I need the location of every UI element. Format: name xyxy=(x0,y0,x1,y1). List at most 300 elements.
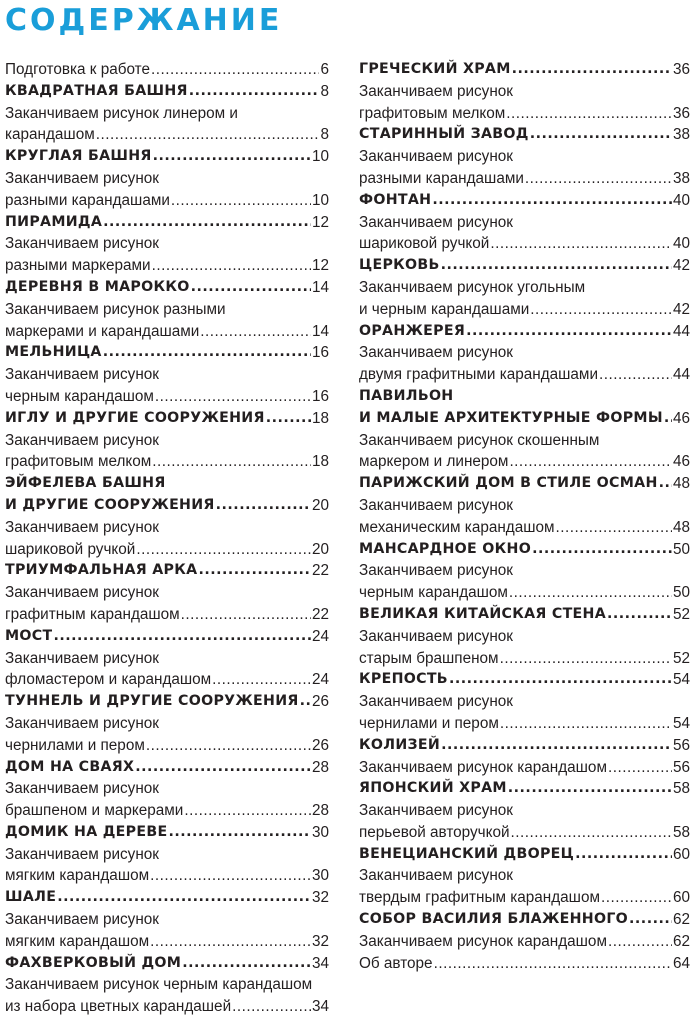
page-number: 42 xyxy=(672,257,690,275)
chapter-title: ДОМ НА СВАЯХ xyxy=(5,758,135,775)
section-title: Заканчиваем рисунок xyxy=(5,518,159,536)
page-number: 16 xyxy=(311,344,329,362)
page-number: 54 xyxy=(672,714,690,732)
toc-line xyxy=(359,757,690,779)
toc-section-entry xyxy=(359,626,690,670)
toc-chapter-entry xyxy=(5,822,329,844)
page-number: 38 xyxy=(672,169,690,187)
toc-line xyxy=(5,473,329,495)
section-title: Заканчиваем рисунок разными xyxy=(5,300,226,318)
chapter-title: ДЕРЕВНЯ В МАРОККО xyxy=(5,278,190,295)
toc-line xyxy=(359,321,690,343)
chapter-title: ВЕНЕЦИАНСКИЙ ДВОРЕЦ xyxy=(359,845,575,862)
section-title: разными карандашами xyxy=(359,169,524,187)
page-number: 48 xyxy=(672,518,690,536)
toc-line xyxy=(5,277,329,299)
dot-leader xyxy=(575,844,672,866)
page-number: 46 xyxy=(672,409,690,427)
page-number: 26 xyxy=(311,736,329,754)
toc-line xyxy=(5,364,329,386)
page-number: 28 xyxy=(311,802,329,820)
toc-line xyxy=(359,778,690,800)
section-title: Заканчиваем рисунок xyxy=(359,148,513,166)
toc-section-entry xyxy=(5,974,329,1018)
section-title: механическим карандашом xyxy=(359,518,555,536)
section-title: черным карандашом xyxy=(5,387,154,405)
chapter-title: ГРЕЧЕСКИЙ ХРАМ xyxy=(359,61,511,77)
page-number: 14 xyxy=(311,322,329,340)
section-title: Заканчиваем рисунок xyxy=(5,235,159,253)
chapter-title: КОЛИЗЕЙ xyxy=(359,736,441,753)
toc-section-entry xyxy=(359,342,690,386)
dot-leader xyxy=(103,212,311,234)
page-number: 48 xyxy=(672,475,690,493)
toc-line xyxy=(5,713,329,735)
toc-line xyxy=(5,408,329,430)
toc-line xyxy=(5,168,329,190)
page-number: 24 xyxy=(311,627,329,645)
page-number: 12 xyxy=(311,213,329,231)
page-number: 40 xyxy=(672,235,690,253)
toc-line xyxy=(359,212,690,234)
page-number: 18 xyxy=(311,409,329,427)
dot-leader xyxy=(506,103,672,125)
dot-leader xyxy=(490,233,672,255)
section-title: Заканчиваем рисунок xyxy=(5,845,159,863)
toc-chapter-entry xyxy=(359,124,690,146)
toc-section-entry xyxy=(359,953,690,975)
toc-line xyxy=(359,451,690,473)
toc-line xyxy=(359,430,690,452)
page-number: 44 xyxy=(672,322,690,340)
section-title: Заканчиваем рисунок xyxy=(359,802,513,820)
page-number: 40 xyxy=(672,191,690,209)
dot-leader xyxy=(659,473,672,495)
toc-left-column xyxy=(5,59,329,1018)
dot-leader xyxy=(530,299,672,321)
toc-right-column xyxy=(359,59,690,974)
dot-leader xyxy=(511,822,672,844)
page-number: 8 xyxy=(320,82,329,100)
section-title: разными карандашами xyxy=(5,191,170,209)
dot-leader xyxy=(500,713,672,735)
toc-section-entry xyxy=(5,364,329,408)
toc-line xyxy=(359,822,690,844)
section-title: Заканчиваем рисунок xyxy=(5,431,159,449)
section-title: маркером и линером xyxy=(359,453,509,471)
page-number: 14 xyxy=(311,278,329,296)
toc-line xyxy=(359,931,690,953)
dot-leader xyxy=(599,364,672,386)
dot-leader xyxy=(103,342,311,364)
dot-leader xyxy=(198,560,311,582)
toc-chapter-entry xyxy=(5,757,329,779)
dot-leader xyxy=(432,190,672,212)
toc-line xyxy=(5,103,329,125)
section-title: Об авторе xyxy=(359,954,433,972)
toc-line xyxy=(359,495,690,517)
dot-leader xyxy=(153,146,311,168)
toc-line xyxy=(359,626,690,648)
section-title: Заканчиваем рисунок карандашом xyxy=(359,932,607,950)
section-title: Заканчиваем рисунок xyxy=(5,169,159,187)
dot-leader xyxy=(136,539,311,561)
page-number: 58 xyxy=(672,823,690,841)
toc-chapter-entry xyxy=(359,909,690,931)
page-number: 52 xyxy=(672,649,690,667)
toc-section-entry xyxy=(5,713,329,757)
toc-line xyxy=(5,342,329,364)
dot-leader xyxy=(608,931,672,953)
chapter-title: МАНСАРДНОЕ ОКНО xyxy=(359,540,532,557)
toc-line xyxy=(359,103,690,125)
toc-line xyxy=(359,168,690,190)
toc-line xyxy=(5,604,329,626)
dot-leader xyxy=(191,277,311,299)
toc-chapter-entry xyxy=(5,953,329,975)
page-number: 32 xyxy=(311,889,329,907)
section-title: перьевой авторучкой xyxy=(359,823,510,841)
toc-chapter-entry xyxy=(359,778,690,800)
toc-chapter-entry xyxy=(5,81,329,103)
toc-chapter-entry xyxy=(359,735,690,757)
toc-line xyxy=(5,778,329,800)
toc-section-entry xyxy=(5,59,329,81)
toc-line xyxy=(359,735,690,757)
toc-line xyxy=(359,844,690,866)
page-number: 36 xyxy=(672,104,690,122)
toc-line xyxy=(5,648,329,670)
toc-line xyxy=(5,757,329,779)
toc-line xyxy=(359,539,690,561)
chapter-title: ОРАНЖЕРЕЯ xyxy=(359,322,466,339)
toc-line xyxy=(5,669,329,691)
dot-leader xyxy=(184,800,311,822)
section-title: маркерами и карандашами xyxy=(5,322,200,340)
chapter-title: ИГЛУ И ДРУГИЕ СООРУЖЕНИЯ xyxy=(5,409,265,426)
toc-line xyxy=(359,669,690,691)
dot-leader xyxy=(300,691,311,713)
page-number: 12 xyxy=(311,257,329,275)
dot-leader xyxy=(181,604,311,626)
dot-leader xyxy=(171,190,311,212)
toc-section-entry xyxy=(359,691,690,735)
chapter-title: ЦЕРКОВЬ xyxy=(359,257,440,274)
toc-line xyxy=(359,364,690,386)
toc-chapter-entry xyxy=(5,146,329,168)
toc-line xyxy=(359,713,690,735)
toc-chapter-entry xyxy=(359,669,690,691)
toc-line xyxy=(5,233,329,255)
section-title: шариковой ручкой xyxy=(5,540,136,558)
toc-chapter-entry xyxy=(359,321,690,343)
toc-line xyxy=(359,648,690,670)
section-title: Заканчиваем рисунок xyxy=(5,366,159,384)
toc-section-entry xyxy=(359,277,690,321)
page-number: 20 xyxy=(311,540,329,558)
section-title: графитным карандашом xyxy=(5,605,180,623)
dot-leader xyxy=(629,909,672,931)
page-number: 28 xyxy=(311,758,329,776)
section-title: Заканчиваем рисунок карандашом xyxy=(359,758,607,776)
toc-line xyxy=(5,822,329,844)
toc-section-entry xyxy=(359,800,690,844)
toc-line xyxy=(359,59,690,81)
toc-section-entry xyxy=(359,865,690,909)
chapter-title: ЯПОНСКИЙ ХРАМ xyxy=(359,780,507,797)
section-title: Заканчиваем рисунок xyxy=(5,911,159,929)
page-number: 62 xyxy=(672,932,690,950)
page-number: 46 xyxy=(672,453,690,471)
toc-chapter-entry xyxy=(5,473,329,517)
toc-line xyxy=(5,560,329,582)
section-title: Заканчиваем рисунок скошенным xyxy=(359,431,600,449)
toc-section-entry xyxy=(5,844,329,888)
dot-leader xyxy=(500,648,672,670)
toc-section-entry xyxy=(5,103,329,147)
toc-line xyxy=(359,604,690,626)
toc-chapter-entry xyxy=(359,604,690,626)
section-title: Заканчиваем рисунок xyxy=(359,344,513,362)
chapter-title: ДОМИК НА ДЕРЕВЕ xyxy=(5,823,168,840)
toc-line xyxy=(5,495,329,517)
chapter-title: КВАДРАТНАЯ БАШНЯ xyxy=(5,82,188,99)
section-title: графитовым мелком xyxy=(5,453,152,471)
page-number: 58 xyxy=(672,780,690,798)
section-title: Подготовка к работе xyxy=(5,61,150,78)
toc-line xyxy=(5,386,329,408)
toc-section-entry xyxy=(359,560,690,604)
page-number: 16 xyxy=(311,387,329,405)
toc-line xyxy=(359,691,690,713)
dot-leader xyxy=(53,626,311,648)
page-number: 42 xyxy=(672,300,690,318)
page-number: 22 xyxy=(311,605,329,623)
toc-section-entry xyxy=(359,212,690,256)
page-number: 44 xyxy=(672,366,690,384)
dot-leader xyxy=(152,451,311,473)
chapter-title: МЕЛЬНИЦА xyxy=(5,344,102,361)
page-number: 24 xyxy=(311,671,329,689)
section-title: твердым графитным карандашом xyxy=(359,889,600,907)
toc-line xyxy=(5,909,329,931)
toc-section-entry xyxy=(359,430,690,474)
toc-section-entry xyxy=(359,146,690,190)
toc-line xyxy=(359,124,690,146)
toc-chapter-entry xyxy=(5,408,329,430)
section-title: двумя графитными карандашами xyxy=(359,366,598,384)
toc-line xyxy=(5,517,329,539)
page-number: 8 xyxy=(320,126,329,144)
toc-line xyxy=(5,996,329,1018)
toc-line xyxy=(359,233,690,255)
dot-leader xyxy=(189,81,320,103)
toc-section-entry xyxy=(5,582,329,626)
section-title: мягким карандашом xyxy=(5,867,150,885)
dot-leader xyxy=(212,669,311,691)
dot-leader xyxy=(434,953,672,975)
dot-leader xyxy=(57,887,311,909)
section-title: Заканчиваем рисунок xyxy=(359,627,513,645)
page-number: 10 xyxy=(311,148,329,166)
dot-leader xyxy=(135,757,311,779)
dot-leader xyxy=(525,168,672,190)
toc-line xyxy=(5,212,329,234)
toc-line xyxy=(359,146,690,168)
toc-line xyxy=(5,735,329,757)
chapter-title: ШАЛЕ xyxy=(5,889,57,906)
dot-leader xyxy=(532,539,672,561)
section-title: Заканчиваем рисунок xyxy=(5,714,159,732)
page-number: 30 xyxy=(311,867,329,885)
dot-leader xyxy=(168,822,311,844)
toc-chapter-entry xyxy=(359,190,690,212)
toc-section-entry xyxy=(5,648,329,692)
chapter-title: ТУННЕЛЬ И ДРУГИЕ СООРУЖЕНИЯ xyxy=(5,693,299,710)
section-title: мягким карандашом xyxy=(5,932,150,950)
toc-chapter-entry xyxy=(5,887,329,909)
section-title: Заканчиваем рисунок угольным xyxy=(359,278,586,296)
chapter-title: ФОНТАН xyxy=(359,191,432,208)
toc-section-entry xyxy=(359,931,690,953)
toc-line xyxy=(359,582,690,604)
toc-line xyxy=(359,887,690,909)
toc-line xyxy=(359,517,690,539)
dot-leader xyxy=(466,321,672,343)
toc-line xyxy=(359,255,690,277)
toc-line xyxy=(5,626,329,648)
chapter-title: КРУГЛАЯ БАШНЯ xyxy=(5,148,152,165)
dot-leader xyxy=(556,517,672,539)
section-title: Заканчиваем рисунок xyxy=(359,213,513,231)
dot-leader xyxy=(155,386,311,408)
section-title: черным карандашом xyxy=(359,584,508,602)
page-number: 60 xyxy=(672,845,690,863)
page-number: 20 xyxy=(311,496,329,514)
page-number: 56 xyxy=(672,736,690,754)
section-title: шариковой ручкой xyxy=(359,235,490,253)
chapter-title: МОСТ xyxy=(5,627,53,644)
page-number: 34 xyxy=(311,954,329,972)
page-title: СОДЕРЖАНИЕ xyxy=(5,3,283,38)
dot-leader xyxy=(601,887,672,909)
section-title: Заканчиваем рисунок xyxy=(359,562,513,580)
chapter-title: КРЕПОСТЬ xyxy=(359,671,448,688)
toc-line xyxy=(359,277,690,299)
dot-leader xyxy=(96,124,320,146)
page-number: 18 xyxy=(311,453,329,471)
toc-line xyxy=(5,691,329,713)
section-title: разными маркерами xyxy=(5,257,151,275)
chapter-title: ВЕЛИКАЯ КИТАЙСКАЯ СТЕНА xyxy=(359,605,606,622)
toc-chapter-entry xyxy=(359,844,690,866)
section-title: Заканчиваем рисунок черным карандашом xyxy=(5,976,313,994)
toc-line xyxy=(5,124,329,146)
dot-leader xyxy=(216,495,311,517)
toc-line xyxy=(5,59,329,81)
section-title: Заканчиваем рисунок xyxy=(5,780,159,798)
toc-section-entry xyxy=(5,517,329,561)
page-number: 34 xyxy=(311,998,329,1016)
chapter-title: И МАЛЫЕ АРХИТЕКТУРНЫЕ ФОРМЫ xyxy=(359,409,663,426)
toc-chapter-entry xyxy=(5,212,329,234)
toc-line xyxy=(5,974,329,996)
dot-leader xyxy=(146,735,311,757)
dot-leader xyxy=(512,59,672,81)
section-title: Заканчиваем рисунок xyxy=(359,693,513,711)
dot-leader xyxy=(182,953,311,975)
toc-line xyxy=(5,451,329,473)
section-title: из набора цветных карандашей xyxy=(5,998,232,1016)
toc-line xyxy=(5,953,329,975)
chapter-title: ФАХВЕРКОВЫЙ ДОМ xyxy=(5,954,182,971)
toc-line xyxy=(359,953,690,975)
toc-section-entry xyxy=(5,778,329,822)
toc-line xyxy=(359,560,690,582)
section-title: брашпеном и маркерами xyxy=(5,802,184,820)
toc-section-entry xyxy=(5,909,329,953)
chapter-title: ТРИУМФАЛЬНАЯ АРКА xyxy=(5,562,198,579)
toc-chapter-entry xyxy=(5,691,329,713)
toc-line xyxy=(359,865,690,887)
toc-line xyxy=(359,800,690,822)
dot-leader xyxy=(150,931,311,953)
toc-chapter-entry xyxy=(5,342,329,364)
toc-section-entry xyxy=(359,495,690,539)
toc-chapter-entry xyxy=(359,59,690,81)
toc-line xyxy=(359,190,690,212)
dot-leader xyxy=(441,255,672,277)
section-title: чернилами и пером xyxy=(359,714,499,732)
toc-line xyxy=(5,844,329,866)
section-title: Заканчиваем рисунок линером и xyxy=(5,104,238,122)
toc-section-entry xyxy=(359,81,690,125)
page-number: 26 xyxy=(311,693,329,711)
dot-leader xyxy=(509,451,672,473)
chapter-title: И ДРУГИЕ СООРУЖЕНИЯ xyxy=(5,496,215,513)
toc-line xyxy=(5,321,329,343)
section-title: Заканчиваем рисунок xyxy=(359,496,513,514)
toc-line xyxy=(5,299,329,321)
page-number: 36 xyxy=(672,61,690,78)
dot-leader xyxy=(441,735,672,757)
dot-leader xyxy=(151,59,319,81)
section-title: Заканчиваем рисунок xyxy=(5,584,159,602)
chapter-title: СТАРИННЫЙ ЗАВОД xyxy=(359,126,529,143)
section-title: и черным карандашами xyxy=(359,300,530,318)
toc-chapter-entry xyxy=(359,539,690,561)
toc-line xyxy=(5,800,329,822)
page-number: 22 xyxy=(311,562,329,580)
section-title: Заканчиваем рисунок xyxy=(359,82,513,100)
section-title: Заканчиваем рисунок xyxy=(5,649,159,667)
page-number: 52 xyxy=(672,605,690,623)
chapter-title: СОБОР ВАСИЛИЯ БЛАЖЕННОГО xyxy=(359,911,629,928)
toc-line xyxy=(359,408,690,430)
toc-chapter-entry xyxy=(359,255,690,277)
toc-section-entry xyxy=(5,168,329,212)
page-number: 10 xyxy=(311,191,329,209)
section-title: графитовым мелком xyxy=(359,104,506,122)
page-number: 50 xyxy=(672,584,690,602)
toc-section-entry xyxy=(5,299,329,343)
page-number: 30 xyxy=(311,823,329,841)
dot-leader xyxy=(509,582,672,604)
chapter-title: ПАРИЖСКИЙ ДОМ В СТИЛЕ ОСМАН xyxy=(359,475,658,492)
page-number: 62 xyxy=(672,911,690,929)
page-number: 6 xyxy=(320,61,329,78)
page-number: 60 xyxy=(672,889,690,907)
